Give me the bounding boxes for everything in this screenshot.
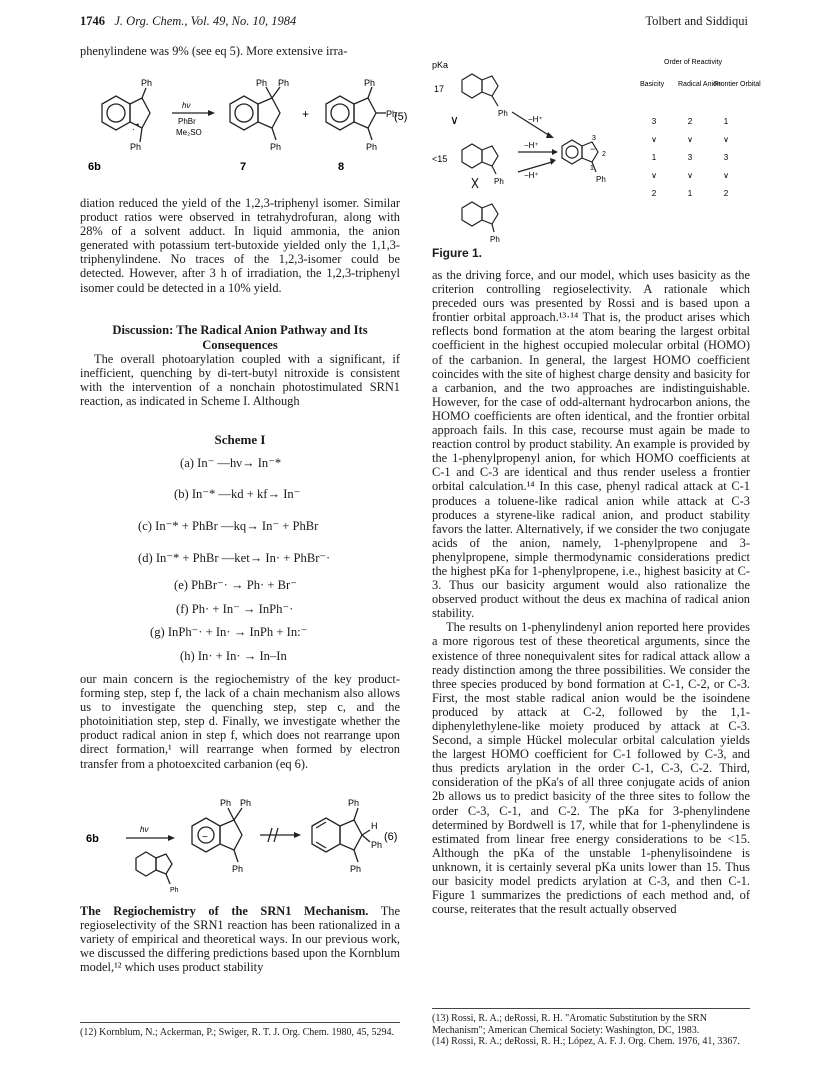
scheme-step-e: (e) PhBr⁻· → Ph· + Br⁻ <box>174 578 297 592</box>
fig-minus-h-3: −H⁺ <box>524 171 539 180</box>
eq6-ph-4: Ph <box>348 798 360 808</box>
eq5-hv: hν <box>182 101 191 110</box>
eq5-ph-7: Ph <box>386 109 398 119</box>
fig-cell: ∨ <box>687 171 693 180</box>
section-heading: Discussion: The Radical Anion Pathway and Its Consequences <box>112 323 368 352</box>
footnote-12: (12) Kornblum, N.; Ackerman, P.; Swiger, R. T. J. Org. Chem. 1980, 45, 5294. <box>80 1027 395 1038</box>
fig-cell: 2 <box>651 189 657 198</box>
fig-ph-1: Ph <box>498 109 508 118</box>
scheme-title: Scheme I <box>214 432 266 447</box>
eq5-ph-6: Ph <box>364 78 376 88</box>
right-footnote-rule <box>432 1008 750 1009</box>
fig-cell: 2 <box>687 117 693 126</box>
label-6b: 6b <box>88 161 101 173</box>
fig-arrowhead-1 <box>546 132 554 138</box>
equation-5-diagram <box>80 80 410 180</box>
fig-arrowhead-2 <box>552 149 558 155</box>
fig-minus-h-1: −H⁺ <box>528 115 543 124</box>
eq6-ph-6: Ph <box>350 864 362 874</box>
fig-ph-3: Ph <box>596 175 606 184</box>
fig-pka-label: pKa <box>432 60 449 70</box>
fig-cell: ∨ <box>651 135 657 144</box>
eq5-solvent: Me₂SO <box>176 128 202 137</box>
fig-minus-h-2: −H⁺ <box>524 141 539 150</box>
svg-text:·: · <box>132 124 135 134</box>
label-8: 8 <box>338 161 345 173</box>
page-number: 1746 <box>80 14 105 28</box>
footnote-13: (13) Rossi, R. A.; deRossi, R. H. "Aromatic Substitution by the SRN Mechanism"; American Chemical Society: Washington, DC, 1983. <box>432 1013 707 1036</box>
ring-label-1: 1 <box>590 165 594 172</box>
fig-cell: 3 <box>723 153 729 162</box>
para-main-concern: our main concern is the regiochemistry of the key product-forming step, step f, the lack of a chain mechanism also allows us to investigate the quenching step, step c, and the photoinitiation step, step d. Finally, we investigate whether the product radical anion in step f, which does not rearrange upon direct formation,¹ will rearrange when formed by electron transfer from a photoexcited carbanion (eq 6). <box>80 672 400 771</box>
para-driving-force: as the driving force, and our model, which uses basicity as the criterion controlling regioselectivity. A rationale which preceded ours was presented by Rossi and is based upon a frontier orbital approach.¹³·¹⁴ That is, the product arises which reflects bond formation at the atom bearing the largest orbital coefficient in the highest occupied molecular orbital (HOMO) of the carbanion. In general, the largest HOMO coefficient coincides with the site of highest charge density and basicity for a carbanion, and the two approaches are indistinguishable. However, for the case of odd-alternant hydrocarbon anions, the HOMO coefficients are often identical, and the frontier orbital approach fails. In this case, recourse must again be made to reaction control by product stability. An example is provided by the 1-phenylpropenyl anion, for which HOMO coefficients at C-1 and C-3 are identical and thus render useless a frontier orbital calculation.¹⁴ In this case, phenyl radical attack at C-1 produces a toluene-like radical anion while attack at C-3 produces a styrene-like radical anion, and product stability favors the latter. Alternatively, if we consider the two conjugate acids of the anion, namely, 1-phenylpropene and 3-phenylpropene, simple thermodynamic considerations predict the highest pKa for 1-phenylpropene, i.e., highest basicity at C-3. Thus our basicity argument would also rationalize the observed product without the deus ex machina of radical anion stability. <box>432 268 750 621</box>
para-results: diation reduced the yield of the 1,2,3-triphenyl isomer. Similar product ratios were observed in tetrahydrofuran, along with 28% of a solvent adduct. In liquid ammonia, the anion generated with potassium tert-butoxide yielded only the 1,1,3-triphenylindene. No traces of the 1,2,3-isomer could be detected. However, after 3 h of irradiation, the 1,2,3-triphenyl isomer could be detected in a 10% yield. <box>80 196 400 295</box>
para-results-test: The results on 1-phenylindenyl anion reported here provides a more rigorous test of these theoretical arguments, since the existence of three nonequivalent sites for radical attack allow a ready distinction among the three possibilities. We consider the three species produced by bond formation at C-1, C-2, or C-3. First, the most stable radical anion would be the isoindene produced by attack at C-2, followed by the 1,1-diphenylethylene-like moiety produced by attack at C-3. Second, a simple Hückel molecular orbital calculation yields the largest HOMO coefficient for C-1 followed by C-3, and thus predicts arylation in the order C-1, C-3, C-2. Third, consideration of the pKa's of all three conjugate acids of anion 2b allows us to predict basicity of the three sites to follow the order C-3, C-1, and C-2. The pKa for 3-phenylindene determined by Bordwell is 17, while that for 1-phenylindene is estimated from linear free energy considerations to be <15. Although the pKa of the unstable 1-phenylisoindene is unknown, it is certainly several pKa units lower than 15. Thus our basicity model predicts arylation at C-3, and then C-1. Figure 1 summarizes the predictions of each method and, of course, reiterates that the result actually observed <box>432 620 750 917</box>
eq5-ph-5: Ph <box>270 142 282 152</box>
right-column <box>432 268 750 916</box>
fig-cell: 2 <box>723 189 729 198</box>
eq5-plus: + <box>302 107 310 121</box>
fig-col-frontier: Frontier Orbital <box>714 81 761 88</box>
eq5-ph-8: Ph <box>366 142 378 152</box>
discussion-section <box>80 323 400 408</box>
eq6-ph-7: Ph <box>170 887 179 894</box>
para-regio: The regioselectivity of the SRN1 reaction has been rationalized in a variety of empirical and theoretical ways. In our previous work, we discussed the differing predictions based upon the Kornblum model,¹² which uses product stability <box>80 904 400 975</box>
fig-cell: ∨ <box>723 171 729 180</box>
fig-pka-17: 17 <box>434 84 445 94</box>
fig-gt-1: ∨ <box>450 113 459 127</box>
eq6-arrowhead <box>168 835 175 841</box>
fig-pka-lt15: <15 <box>432 154 448 164</box>
figure-1-caption: Figure 1. <box>432 246 483 260</box>
excited-minus: − <box>202 832 208 843</box>
running-header-authors: Tolbert and Siddiqui <box>645 14 748 28</box>
equation-6-diagram <box>80 796 410 896</box>
fig-cell: 3 <box>651 117 657 126</box>
eq6-ph-3: Ph <box>232 864 244 874</box>
eq6-ph-5: Ph <box>371 840 383 850</box>
eq5-ph-1: Ph <box>141 78 153 88</box>
eq6-hv: hν <box>140 825 149 834</box>
fig-order-title: Order of Reactivity <box>664 59 722 66</box>
fig-col-radical: Radical Anion <box>678 81 721 88</box>
eq5-ph-4: Ph <box>278 78 290 88</box>
scheme-step-g: (g) InPh⁻· + In· → InPh + In:⁻ <box>150 625 308 639</box>
anion-minus: − <box>590 144 596 154</box>
eq6-arrowhead-2 <box>294 832 301 838</box>
fig-cell: ∨ <box>723 135 729 144</box>
fig-ph-4: Ph <box>490 235 500 244</box>
fig-cell: 1 <box>687 189 693 198</box>
running-header-left <box>80 14 296 29</box>
ring-label-2: 2 <box>602 151 606 158</box>
fig-cell: ∨ <box>651 171 657 180</box>
footnote-14: (14) Rossi, R. A.; deRossi, R. H.; López, A. F. J. Org. Chem. 1976, 41, 3367. <box>432 1036 740 1047</box>
fig-ph-2: Ph <box>494 177 504 186</box>
eq5-number: (5) <box>394 111 408 123</box>
para-overall: The overall photoarylation coupled with a significant, if inefficient, quenching by di-tert-butyl nitroxide is consistent with the intervention of a nonchain photostimulated SRN1 reaction, as indicated in Scheme I. Although <box>80 352 400 409</box>
fig-cell: 1 <box>651 153 657 162</box>
scheme-step-h: (h) In· + In· → In–In <box>180 649 287 663</box>
regio-section <box>80 904 400 974</box>
regio-heading: The Regiochemistry of the SRN1 Mechanism. <box>80 904 369 918</box>
scheme-step-f: (f) Ph· + In⁻ → InPh⁻· <box>176 602 294 616</box>
journal-citation: J. Org. Chem., Vol. 49, No. 10, 1984 <box>114 14 297 28</box>
scheme-step-d: (d) In⁻* + PhBr —ket→ In· + PhBr⁻· <box>138 551 331 565</box>
svg-text:•: • <box>136 120 140 130</box>
left-intro-line <box>80 44 400 58</box>
ring-label-3: 3 <box>592 135 596 142</box>
eq5-phbr: PhBr <box>178 117 196 126</box>
fig-cell: ∨ <box>687 135 693 144</box>
figure-1-diagram <box>432 54 761 244</box>
fig-cell: 1 <box>723 117 729 126</box>
eq6-ph-2: Ph <box>240 798 252 808</box>
eq5-ph-2: Ph <box>130 142 142 152</box>
fig-col-basicity: Basicity <box>640 81 665 88</box>
left-para-1 <box>80 196 400 295</box>
intro-text: phenylindene was 9% (see eq 5). More extensive irra- <box>80 44 348 58</box>
eq6-label-6b: 6b <box>86 833 99 845</box>
scheme-step-a: (a) In⁻ —hν→ In⁻* <box>180 456 282 470</box>
arrowhead <box>208 110 215 116</box>
left-para-3 <box>80 672 400 771</box>
fig-arrowhead-3 <box>550 158 556 165</box>
scheme-step-b: (b) In⁻* —kd + kf→ In⁻ <box>174 487 301 501</box>
eq6-number: (6) <box>384 831 398 843</box>
fig-cell: 3 <box>687 153 693 162</box>
fig-table-rows <box>651 117 729 198</box>
label-7: 7 <box>240 161 247 173</box>
eq5-ph-3: Ph <box>256 78 268 88</box>
eq6-h: H <box>371 821 378 831</box>
eq6-ph-1: Ph <box>220 798 232 808</box>
left-footnote-rule <box>80 1022 400 1023</box>
scheme-step-c: (c) In⁻* + PhBr —kq→ In⁻ + PhBr <box>138 519 319 533</box>
